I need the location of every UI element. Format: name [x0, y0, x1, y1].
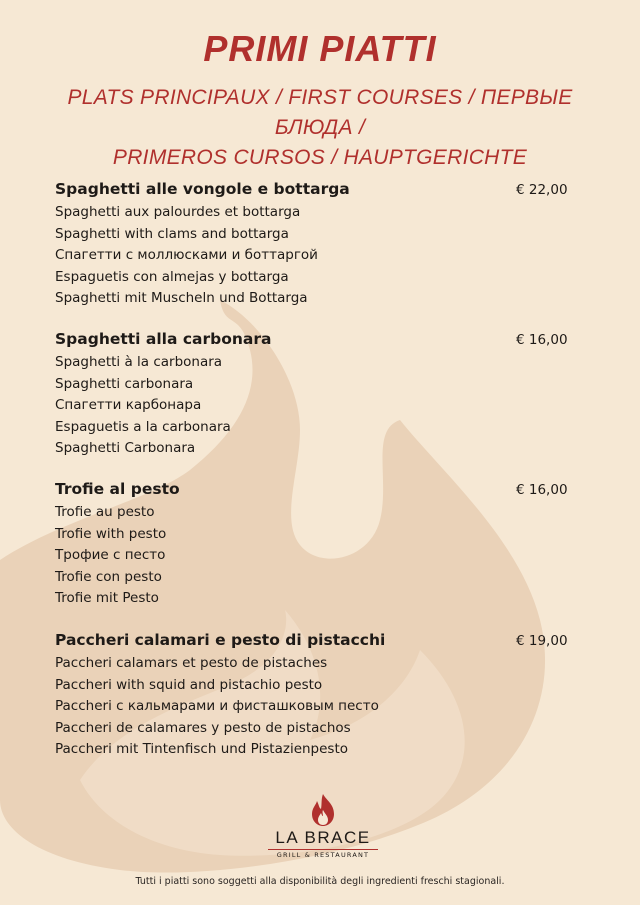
- dish-name: Trofie al pesto: [55, 480, 180, 498]
- dish-translation: Paccheri de calamares y pesto de pistachos: [55, 719, 351, 736]
- dish-translation: Спагетти карбонара: [55, 397, 202, 414]
- dish-translation: Spaghetti aux palourdes et bottarga: [55, 204, 301, 220]
- dish-translation: Paccheri с кальмарами и фисташковым песто: [55, 698, 379, 715]
- flame-icon: [308, 793, 338, 827]
- dish-translation: Spaghetti Carbonara: [55, 440, 196, 457]
- dish-name: Spaghetti alla carbonara: [55, 330, 272, 348]
- dish-translation: Espaguetis con almejas y bottarga: [55, 268, 289, 285]
- page-subtitle: [30, 83, 610, 173]
- dish-price: € 22,00: [516, 182, 568, 198]
- dish-translation: Trofie mit Pesto: [55, 590, 159, 607]
- subtitle-line: PLATS PRINCIPAUX / FIRST COURSES / ПЕРВЫЕ БЛЮДА /: [67, 86, 573, 139]
- dish-price: € 16,00: [516, 332, 568, 348]
- dish-price: € 16,00: [516, 482, 568, 498]
- dish-translation: Spaghetti with clams and bottarga: [55, 225, 289, 242]
- dish-translation: Трофие с песто: [55, 547, 166, 564]
- dish-translation: Paccheri calamars et pesto de pistaches: [55, 655, 328, 671]
- logo-name: LA BRACE: [275, 828, 371, 847]
- dish-paccheri: [55, 631, 585, 761]
- dish-translation: Spaghetti carbonara: [55, 375, 194, 392]
- dish-name: Spaghetti alle vongole e bottarga: [55, 180, 350, 198]
- dish-name: Paccheri calamari e pesto di pistacchi: [55, 631, 386, 649]
- dish-carbonara: [55, 330, 585, 460]
- page-title: PRIMI PIATTI: [203, 28, 437, 69]
- dish-translation: Спагетти с моллюсками и боттаргой: [55, 247, 318, 264]
- dish-translation: Trofie au pesto: [55, 504, 155, 520]
- dish-translation: Espaguetis a la carbonara: [55, 418, 231, 435]
- dish-translation: Spaghetti mit Muscheln und Bottarga: [55, 290, 308, 307]
- dish-trofie: [55, 480, 585, 610]
- restaurant-logo: [262, 793, 384, 859]
- logo-tagline: GRILL & RESTAURANT: [276, 851, 370, 859]
- footnote: Tutti i piatti sono soggetti alla disponibilità degli ingredienti freschi stagionali.: [135, 876, 505, 887]
- subtitle-line: PRIMEROS CURSOS / HAUPTGERICHTE: [112, 146, 528, 169]
- dish-price: € 19,00: [516, 633, 568, 649]
- dish-translation: Spaghetti à la carbonara: [55, 354, 223, 370]
- dish-translation: Trofie con pesto: [55, 568, 162, 585]
- logo-divider: [268, 849, 378, 850]
- dish-vongole: [55, 180, 585, 310]
- dish-translation: Trofie with pesto: [55, 525, 167, 542]
- dish-translation: Paccheri mit Tintenfisch und Pistazienpesto: [55, 741, 349, 758]
- dish-translation: Paccheri with squid and pistachio pesto: [55, 676, 323, 693]
